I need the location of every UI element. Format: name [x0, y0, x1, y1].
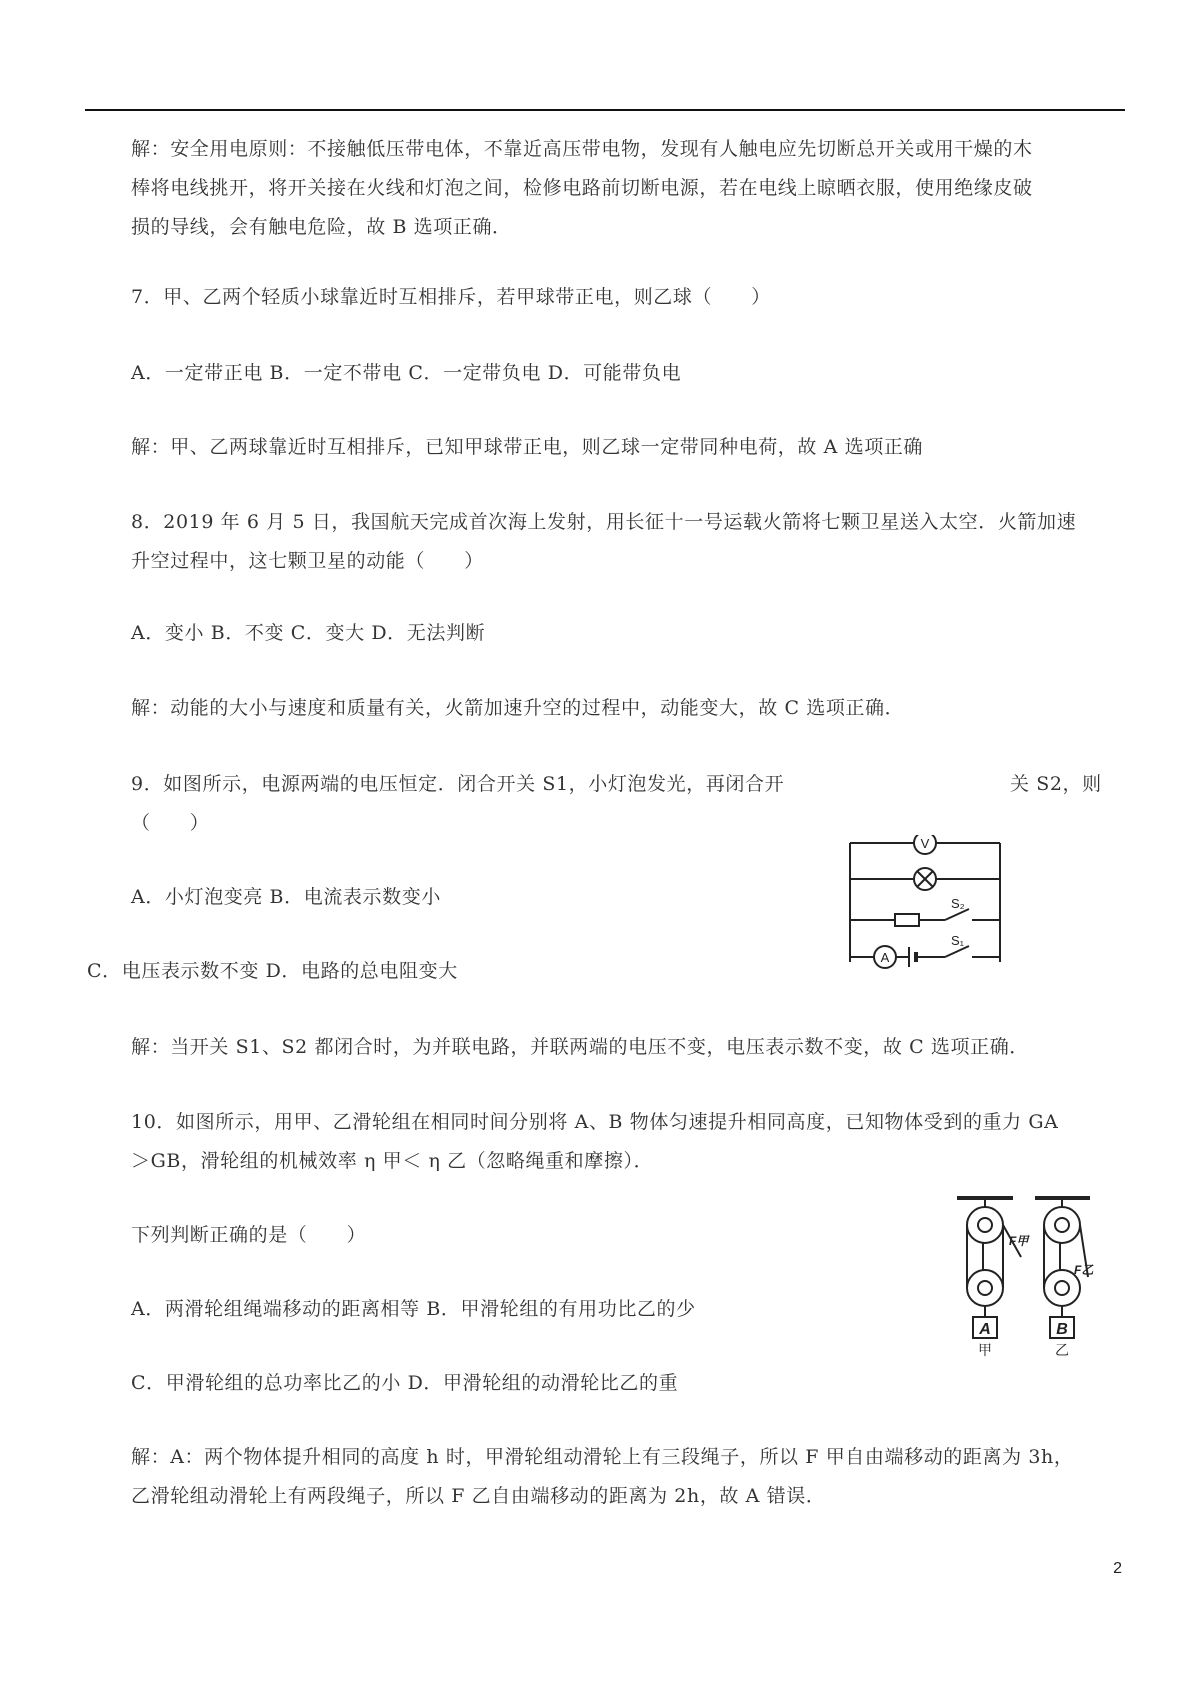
question-9-line-1: 9．如图所示，电源两端的电压恒定．闭合开关 S1，小灯泡发光，再闭合开 — [131, 773, 785, 795]
voltmeter-label: V — [920, 836, 930, 851]
question-8-options: A．变小 B．不变 C．变大 D．无法判断 — [131, 622, 486, 644]
question-8-line-1: 8．2019 年 6 月 5 日，我国航天完成首次海上发射，用长征十一号运载火箭将七颗卫星送入太空．火箭加速 — [131, 511, 1077, 533]
question-10-line-2: ＞GB，滑轮组的机械效率 η 甲＜ η 乙（忽略绳重和摩擦）． — [131, 1150, 654, 1172]
question-10-options-cd: C．甲滑轮组的总功率比乙的小 D．甲滑轮组的动滑轮比乙的重 — [131, 1372, 679, 1394]
question-10-options-ab: A．两滑轮组绳端移动的距离相等 B．甲滑轮组的有用功比乙的少 — [131, 1298, 696, 1320]
question-9-line-1-tail: 关 S2，则 — [1010, 773, 1102, 795]
solution-10-line-2: 乙滑轮组动滑轮上有两段绳子，所以 F 乙自由端移动的距离为 2h，故 A 错误． — [131, 1485, 826, 1507]
caption-left: 甲 — [978, 1342, 992, 1358]
solution-6-line-1: 解：安全用电原则：不接触低压带电体，不靠近高压带电物，发现有人触电应先切断总开关或用干燥的木 — [131, 138, 1033, 160]
solution-8: 解：动能的大小与速度和质量有关，火箭加速升空的过程中，动能变大，故 C 选项正确． — [131, 697, 905, 719]
pulley-diagram — [955, 1195, 1095, 1360]
page-number: 2 — [1113, 1560, 1122, 1577]
question-7: 7．甲、乙两个轻质小球靠近时互相排斥，若甲球带正电，则乙球（ ） — [131, 286, 771, 308]
block-b-label: B — [1056, 1321, 1068, 1338]
question-10-line-1: 10．如图所示，用甲、乙滑轮组在相同时间分别将 A、B 物体匀速提升相同高度，已知物体受到的重力 GA — [131, 1111, 1059, 1133]
switch-s1-label: S₁ — [951, 933, 965, 948]
force-left-label: F甲 — [1009, 1234, 1029, 1248]
solution-7: 解：甲、乙两球靠近时互相排斥，已知甲球带正电，则乙球一定带同种电荷，故 A 选项正确 — [131, 436, 924, 458]
question-9-options-ab: A．小灯泡变亮 B．电流表示数变小 — [131, 886, 441, 908]
solution-10-line-1: 解：A：两个物体提升相同的高度 h 时，甲滑轮组动滑轮上有三段绳子，所以 F 甲自由端移动的距离为 3h， — [131, 1446, 1074, 1468]
circuit-diagram — [845, 835, 1005, 970]
question-10-line-3: 下列判断正确的是（ ） — [131, 1224, 367, 1246]
header-rule — [85, 109, 1125, 111]
question-7-options: A．一定带正电 B．一定不带电 C．一定带负电 D．可能带负电 — [131, 362, 682, 384]
ammeter-label: A — [880, 950, 890, 965]
question-9-line-2: （ ） — [131, 812, 210, 834]
question-9-options-cd: C．电压表示数不变 D．电路的总电阻变大 — [87, 960, 458, 982]
block-a-label: A — [979, 1321, 991, 1338]
caption-right: 乙 — [1055, 1342, 1069, 1358]
switch-s2-label: S₂ — [951, 896, 965, 911]
solution-6-line-3: 损的导线，会有触电危险，故 B 选项正确． — [131, 216, 512, 238]
solution-9: 解：当开关 S1、S2 都闭合时，为并联电路，并联两端的电压不变，电压表示数不变，故 C 选项正确． — [131, 1036, 1029, 1058]
force-right-label: F乙 — [1074, 1263, 1094, 1277]
solution-6-line-2: 棒将电线挑开，将开关接在火线和灯泡之间，检修电路前切断电源，若在电线上晾晒衣服，使用绝缘皮破 — [131, 177, 1033, 199]
question-8-line-2: 升空过程中，这七颗卫星的动能（ ） — [131, 550, 484, 572]
